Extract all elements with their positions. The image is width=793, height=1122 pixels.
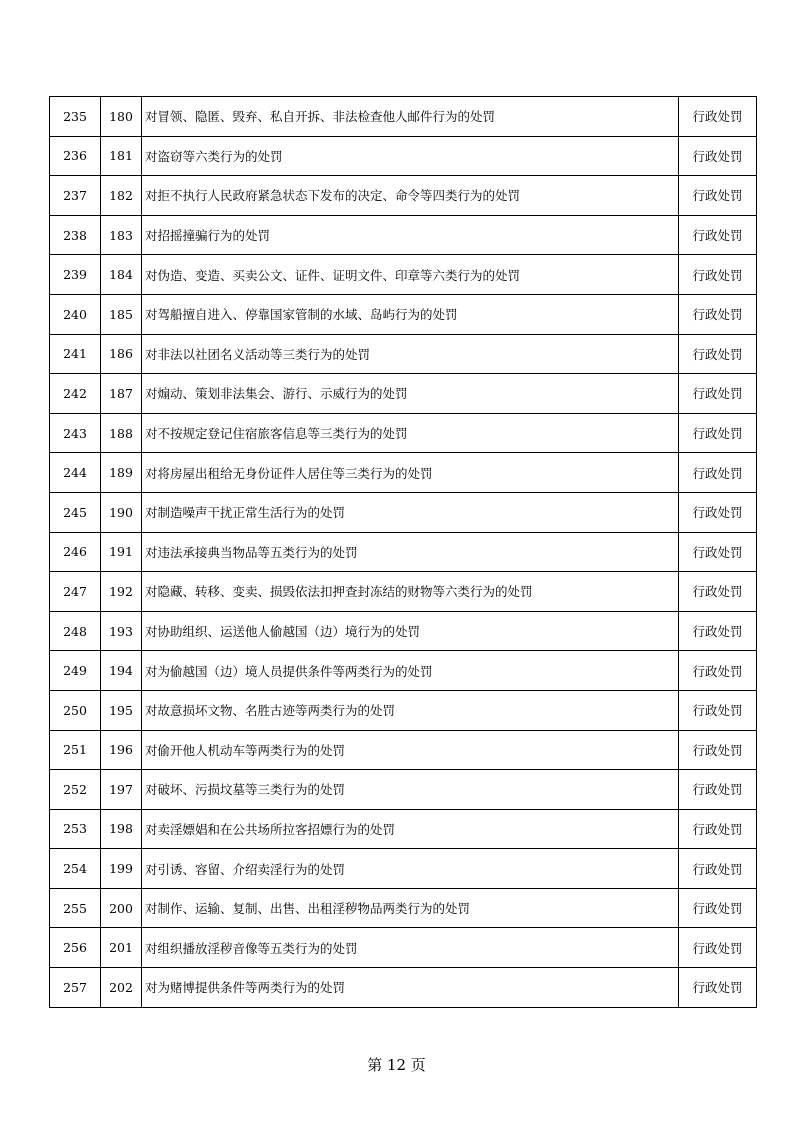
- row-item-type-cell: 行政处罚: [679, 730, 757, 770]
- row-sequence-cell: 257: [50, 968, 101, 1008]
- row-sequence-cell: 238: [50, 215, 101, 255]
- row-item-name-cell: 对冒领、隐匿、毁弃、私自开拆、非法检查他人邮件行为的处罚: [142, 97, 679, 137]
- table-row: [50, 374, 757, 414]
- table-row: [50, 928, 757, 968]
- table-row: [50, 492, 757, 532]
- row-item-type-cell: 行政处罚: [679, 334, 757, 374]
- table-row: [50, 255, 757, 295]
- table-row: [50, 849, 757, 889]
- row-item-type-cell: 行政处罚: [679, 374, 757, 414]
- row-item-type-cell: 行政处罚: [679, 651, 757, 691]
- row-item-name-cell: 对隐藏、转移、变卖、损毁依法扣押查封冻结的财物等六类行为的处罚: [142, 572, 679, 612]
- row-sequence-cell: 241: [50, 334, 101, 374]
- row-item-type-cell: 行政处罚: [679, 888, 757, 928]
- row-sequence-cell: 250: [50, 690, 101, 730]
- row-item-name-cell: 对破坏、污损坟墓等三类行为的处罚: [142, 770, 679, 810]
- table-row: [50, 215, 757, 255]
- row-sequence-cell: 248: [50, 611, 101, 651]
- table-row: [50, 413, 757, 453]
- penalty-table: [49, 96, 757, 1008]
- row-item-name-cell: 对组织播放淫秽音像等五类行为的处罚: [142, 928, 679, 968]
- row-item-number-cell: 184: [101, 255, 142, 295]
- table-row: [50, 334, 757, 374]
- row-item-number-cell: 194: [101, 651, 142, 691]
- table-row: [50, 968, 757, 1008]
- row-item-number-cell: 196: [101, 730, 142, 770]
- row-item-number-cell: 199: [101, 849, 142, 889]
- row-item-name-cell: 对为偷越国（边）境人员提供条件等两类行为的处罚: [142, 651, 679, 691]
- page-number: 第 12 页: [367, 1056, 426, 1074]
- row-item-type-cell: 行政处罚: [679, 690, 757, 730]
- row-item-number-cell: 180: [101, 97, 142, 137]
- row-item-type-cell: 行政处罚: [679, 255, 757, 295]
- row-item-type-cell: 行政处罚: [679, 136, 757, 176]
- table-row: [50, 888, 757, 928]
- row-item-type-cell: 行政处罚: [679, 849, 757, 889]
- row-item-type-cell: 行政处罚: [679, 572, 757, 612]
- table-row: [50, 532, 757, 572]
- row-item-number-cell: 191: [101, 532, 142, 572]
- row-item-type-cell: 行政处罚: [679, 97, 757, 137]
- row-item-type-cell: 行政处罚: [679, 176, 757, 216]
- row-item-number-cell: 190: [101, 492, 142, 532]
- row-item-type-cell: 行政处罚: [679, 413, 757, 453]
- row-item-number-cell: 198: [101, 809, 142, 849]
- row-item-number-cell: 193: [101, 611, 142, 651]
- row-item-type-cell: 行政处罚: [679, 532, 757, 572]
- row-sequence-cell: 243: [50, 413, 101, 453]
- table-row: [50, 136, 757, 176]
- table-row: [50, 730, 757, 770]
- row-item-name-cell: 对卖淫嫖娼和在公共场所拉客招嫖行为的处罚: [142, 809, 679, 849]
- row-item-name-cell: 对违法承接典当物品等五类行为的处罚: [142, 532, 679, 572]
- row-item-number-cell: 195: [101, 690, 142, 730]
- row-item-number-cell: 188: [101, 413, 142, 453]
- row-item-name-cell: 对煽动、策划非法集会、游行、示威行为的处罚: [142, 374, 679, 414]
- row-sequence-cell: 235: [50, 97, 101, 137]
- row-item-number-cell: 197: [101, 770, 142, 810]
- row-item-type-cell: 行政处罚: [679, 453, 757, 493]
- table-row: [50, 294, 757, 334]
- row-item-name-cell: 对偷开他人机动车等两类行为的处罚: [142, 730, 679, 770]
- row-item-number-cell: 200: [101, 888, 142, 928]
- row-sequence-cell: 239: [50, 255, 101, 295]
- table-row: [50, 651, 757, 691]
- row-sequence-cell: 255: [50, 888, 101, 928]
- table-body: [50, 97, 757, 1008]
- row-item-type-cell: 行政处罚: [679, 968, 757, 1008]
- table-row: [50, 176, 757, 216]
- row-sequence-cell: 245: [50, 492, 101, 532]
- row-sequence-cell: 253: [50, 809, 101, 849]
- row-item-name-cell: 对将房屋出租给无身份证件人居住等三类行为的处罚: [142, 453, 679, 493]
- row-item-number-cell: 182: [101, 176, 142, 216]
- table-row: [50, 572, 757, 612]
- row-item-type-cell: 行政处罚: [679, 492, 757, 532]
- row-item-type-cell: 行政处罚: [679, 770, 757, 810]
- row-item-number-cell: 189: [101, 453, 142, 493]
- row-item-type-cell: 行政处罚: [679, 928, 757, 968]
- row-item-name-cell: 对驾船擅自进入、停靠国家管制的水域、岛屿行为的处罚: [142, 294, 679, 334]
- row-item-type-cell: 行政处罚: [679, 294, 757, 334]
- row-item-name-cell: 对故意损坏文物、名胜古迹等两类行为的处罚: [142, 690, 679, 730]
- row-sequence-cell: 237: [50, 176, 101, 216]
- row-item-type-cell: 行政处罚: [679, 215, 757, 255]
- row-item-name-cell: 对引诱、容留、介绍卖淫行为的处罚: [142, 849, 679, 889]
- row-item-name-cell: 对不按规定登记住宿旅客信息等三类行为的处罚: [142, 413, 679, 453]
- row-item-number-cell: 181: [101, 136, 142, 176]
- table-row: [50, 97, 757, 137]
- table-row: [50, 770, 757, 810]
- row-sequence-cell: 249: [50, 651, 101, 691]
- row-sequence-cell: 254: [50, 849, 101, 889]
- table-row: [50, 453, 757, 493]
- table-row: [50, 809, 757, 849]
- row-item-name-cell: 对招摇撞骗行为的处罚: [142, 215, 679, 255]
- row-sequence-cell: 244: [50, 453, 101, 493]
- row-sequence-cell: 247: [50, 572, 101, 612]
- row-item-name-cell: 对协助组织、运送他人偷越国（边）境行为的处罚: [142, 611, 679, 651]
- row-item-number-cell: 187: [101, 374, 142, 414]
- row-item-name-cell: 对制造噪声干扰正常生活行为的处罚: [142, 492, 679, 532]
- row-item-name-cell: 对盗窃等六类行为的处罚: [142, 136, 679, 176]
- row-item-type-cell: 行政处罚: [679, 809, 757, 849]
- row-item-number-cell: 192: [101, 572, 142, 612]
- row-item-number-cell: 201: [101, 928, 142, 968]
- row-item-name-cell: 对拒不执行人民政府紧急状态下发布的决定、命令等四类行为的处罚: [142, 176, 679, 216]
- row-item-type-cell: 行政处罚: [679, 611, 757, 651]
- row-item-name-cell: 对制作、运输、复制、出售、出租淫秽物品两类行为的处罚: [142, 888, 679, 928]
- row-item-number-cell: 202: [101, 968, 142, 1008]
- row-sequence-cell: 246: [50, 532, 101, 572]
- row-item-number-cell: 183: [101, 215, 142, 255]
- row-sequence-cell: 252: [50, 770, 101, 810]
- row-item-number-cell: 185: [101, 294, 142, 334]
- row-sequence-cell: 256: [50, 928, 101, 968]
- table-row: [50, 690, 757, 730]
- row-sequence-cell: 236: [50, 136, 101, 176]
- row-item-name-cell: 对为赌博提供条件等两类行为的处罚: [142, 968, 679, 1008]
- row-sequence-cell: 240: [50, 294, 101, 334]
- row-item-number-cell: 186: [101, 334, 142, 374]
- row-sequence-cell: 242: [50, 374, 101, 414]
- row-sequence-cell: 251: [50, 730, 101, 770]
- row-item-name-cell: 对伪造、变造、买卖公文、证件、证明文件、印章等六类行为的处罚: [142, 255, 679, 295]
- row-item-name-cell: 对非法以社团名义活动等三类行为的处罚: [142, 334, 679, 374]
- table-row: [50, 611, 757, 651]
